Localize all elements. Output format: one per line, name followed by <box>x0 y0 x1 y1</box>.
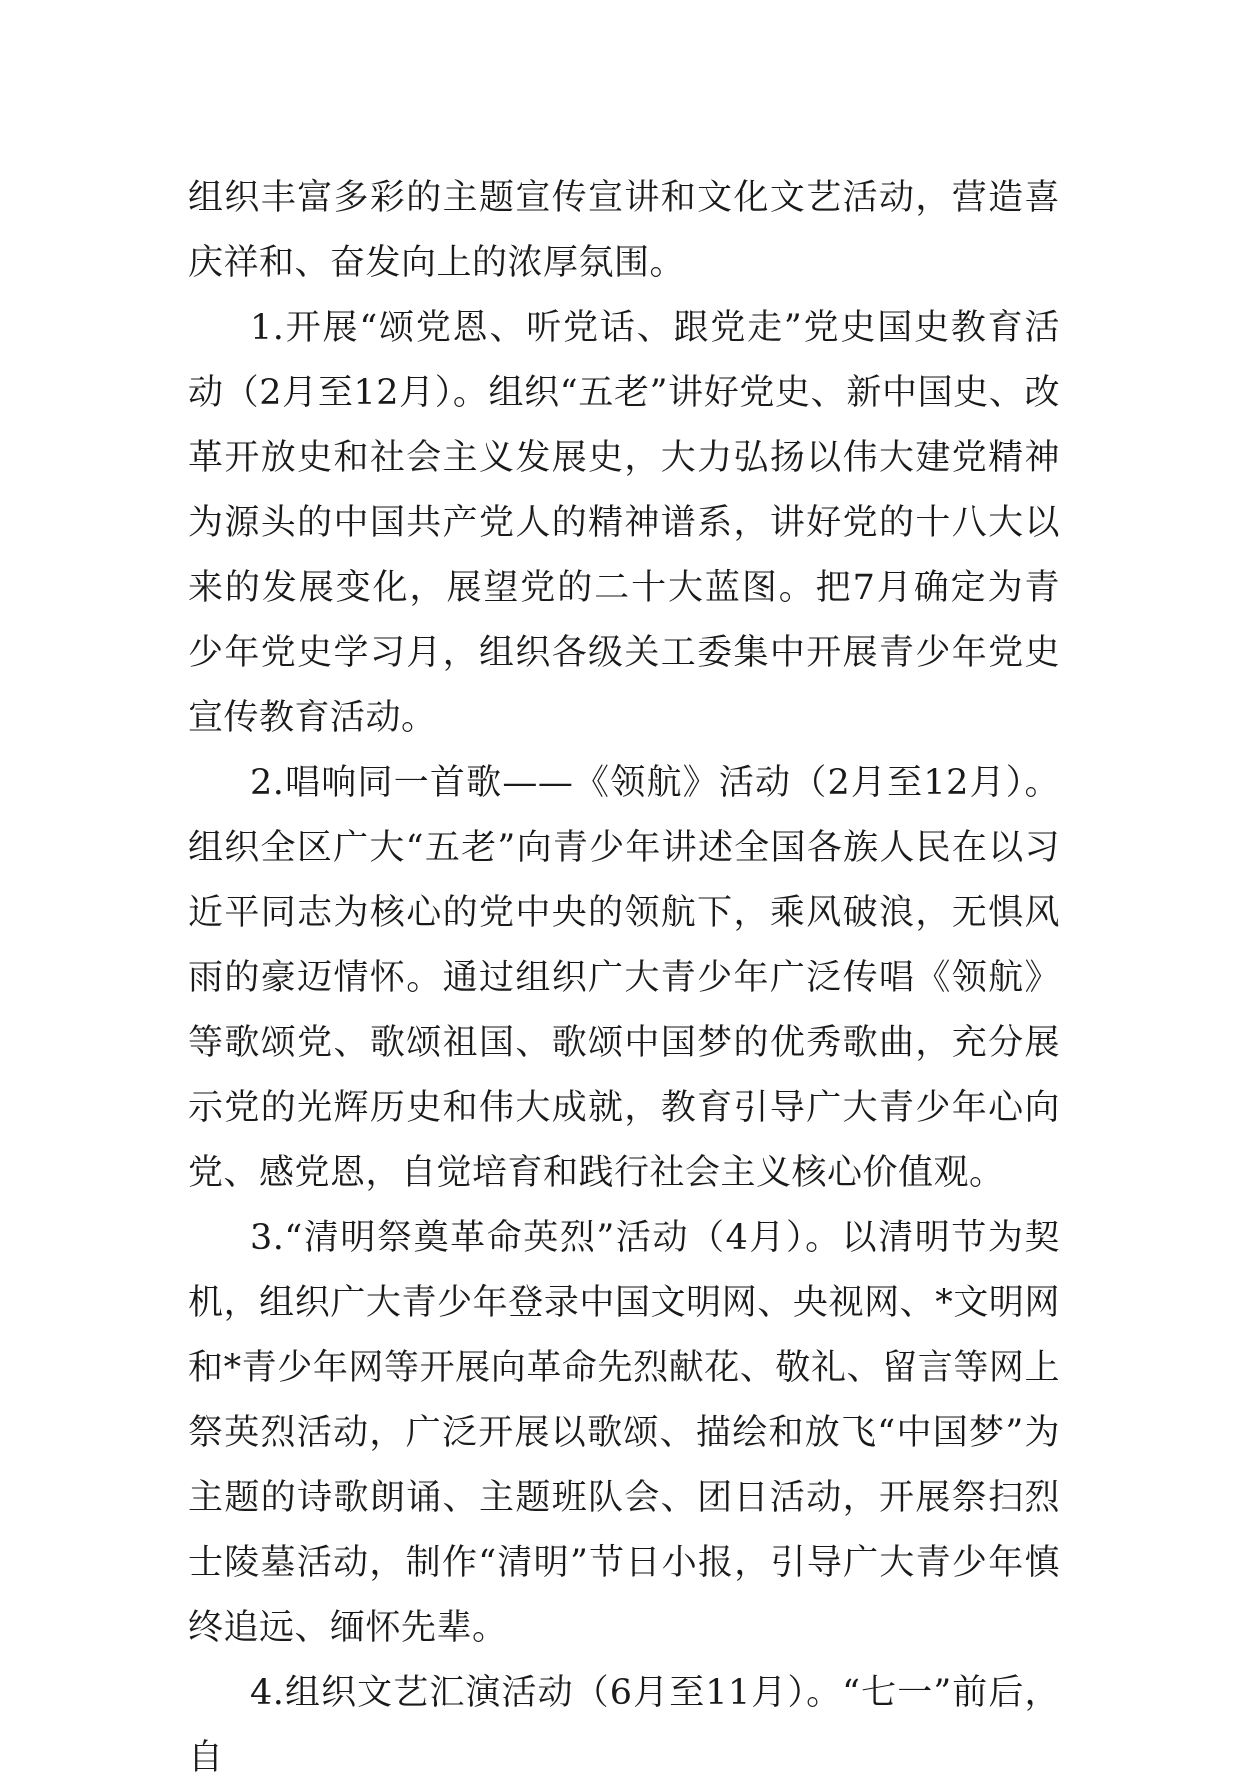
paragraph-item-1: 1.开展“颂党恩、听党话、跟党走”党史国史教育活动（2月至12月）。组织“五老”讲好党史、新中国史、改革开放史和社会主义发展史，大力弘扬以伟大建党精神为源头的中国共产党人的精神谱系，讲好党的十八大以来的发展变化，展望党的二十大蓝图。把7月确定为青少年党史学习月，组织各级关工委集中开展青少年党史宣传教育活动。 <box>188 308 1060 738</box>
paragraph-item-4: 4.组织文艺汇演活动（6月至11月）。“七一”前后，自 <box>188 1673 1060 1778</box>
paragraph-intro-continuation: 组织丰富多彩的主题宣传宣讲和文化文艺活动，营造喜庆祥和、奋发向上的浓厚氛围。 <box>188 178 1060 283</box>
document-body <box>188 166 1060 1791</box>
paragraph-item-2: 2.唱响同一首歌——《领航》活动（2月至12月）。组织全区广大“五老”向青少年讲述全国各族人民在以习近平同志为核心的党中央的领航下，乘风破浪，无惧风雨的豪迈情怀。通过组织广大青少年广泛传唱《领航》等歌颂党、歌颂祖国、歌颂中国梦的优秀歌曲，充分展示党的光辉历史和伟大成就，教育引导广大青少年心向党、感党恩，自觉培育和践行社会主义核心价值观。 <box>188 763 1060 1193</box>
paragraph-item-3: 3.“清明祭奠革命英烈”活动（4月）。以清明节为契机，组织广大青少年登录中国文明网、央视网、*文明网和*青少年网等开展向革命先烈献花、敬礼、留言等网上祭英烈活动，广泛开展以歌颂、描绘和放飞“中国梦”为主题的诗歌朗诵、主题班队会、团日活动，开展祭扫烈士陵墓活动，制作“清明”节日小报，引导广大青少年慎终追远、缅怀先辈。 <box>188 1218 1060 1648</box>
